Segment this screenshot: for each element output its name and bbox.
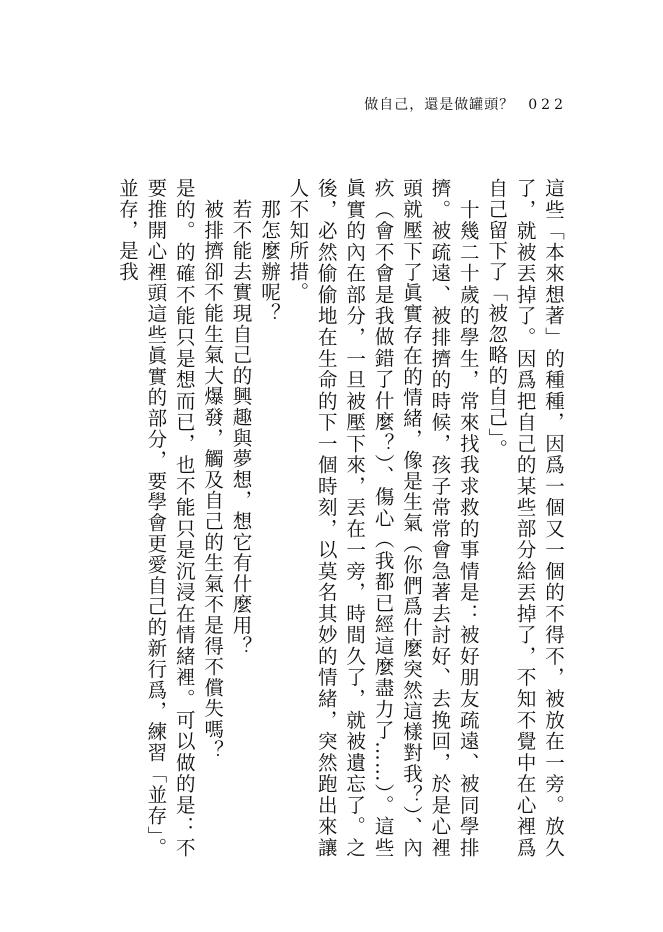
paragraph: 是的。的確不能只是想而已，也不能只是沉浸在情緒裡。可以做的是：不要推開心裡頭這些眞實的部分，要學會更愛自己的新行爲，練習「並存」。並存，是我 bbox=[115, 178, 196, 858]
paragraph: 十幾二十歲的學生，常來找我求救的事情是：被好朋友疏遠、被同學排擠。被疏遠、被排擠的時候，孩子常常會急著去討好、去挽回，於是心裡頭就壓下了眞實存在的情緒，像是生氣（你們爲什麼突然這樣對我？）、內疚（會不會是我做錯了什麼？）、傷心（我都已經這麼盡力了……）。這些眞實的內在部分，一旦被壓下來，丟在一旁，時間久了，就被遺忘了。之後，必然偷偷地在生命的下一個時刻，以莫名其妙的情緒，突然跑出來讓人不知所措。 bbox=[286, 178, 480, 858]
running-title: 做自己，還是做罐頭？ bbox=[364, 97, 515, 113]
running-header bbox=[364, 94, 567, 114]
paragraph: 被排擠卻不能生氣大爆發，觸及自己的生氣不是得不償失嗎？ bbox=[201, 178, 225, 761]
paragraph: 若不能去實現自己的興趣與夢想，想它有什麼用？ bbox=[229, 178, 253, 657]
paragraph: 那怎麼辦呢？ bbox=[257, 178, 281, 324]
page-number: 022 bbox=[528, 97, 567, 113]
vertical-body-text bbox=[107, 178, 567, 858]
paragraph: 這些「本來想著」的種種，因爲一個又一個的不得不，被放在一旁。放久了，就被丟掉了。因爲把自己的某些部分給丟掉了，不知不覺中在心裡爲自己留下了「被忽略的自己」。 bbox=[485, 178, 565, 858]
